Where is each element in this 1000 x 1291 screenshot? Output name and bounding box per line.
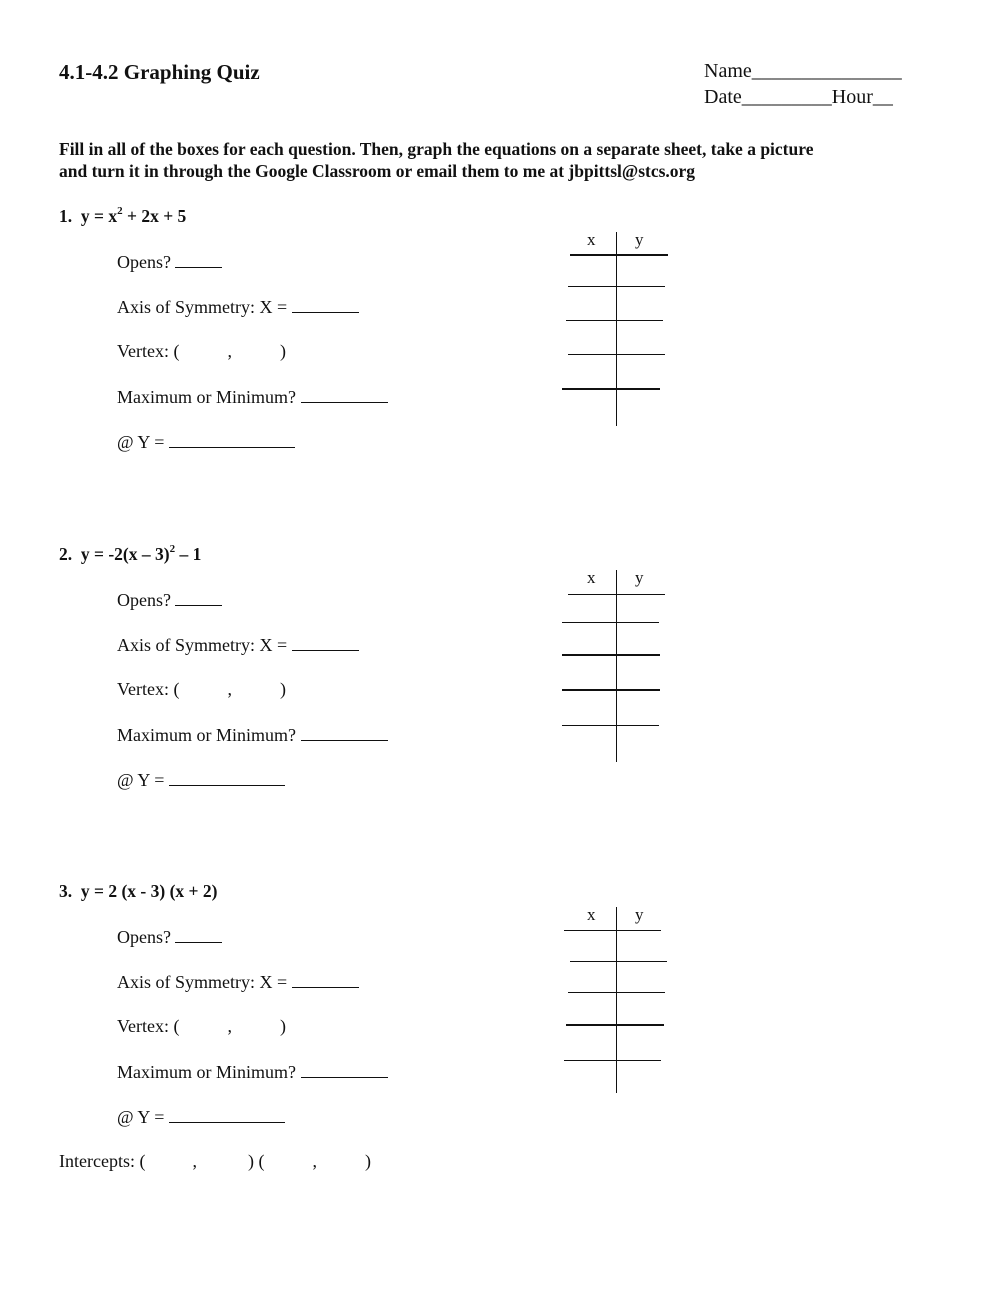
vertex-close: ) — [279, 341, 286, 361]
intercept-comma: , — [312, 1151, 317, 1171]
vertex-close: ) — [279, 679, 286, 699]
question-1-equation — [59, 206, 186, 227]
vertex-label: Vertex: ( — [117, 341, 180, 361]
maxmin-label: Maximum or Minimum? — [117, 387, 296, 407]
equation-exponent: 2 — [169, 543, 176, 555]
q3-maxmin — [117, 1061, 388, 1083]
opens-blank[interactable] — [175, 589, 222, 606]
axis-blank[interactable] — [292, 296, 359, 313]
q2-aty — [117, 769, 285, 791]
equation-tail: + 2x + 5 — [122, 206, 187, 226]
table-row-line — [562, 725, 659, 726]
aty-label: @ Y = — [117, 1107, 165, 1127]
table-divider — [616, 570, 617, 762]
question-number: 3. — [59, 881, 73, 901]
q2-vertex — [117, 679, 286, 700]
table-row-line — [564, 1060, 661, 1061]
axis-blank[interactable] — [292, 971, 359, 988]
axis-label: Axis of Symmetry: X = — [117, 635, 288, 655]
aty-blank[interactable] — [169, 769, 285, 786]
maxmin-blank[interactable] — [301, 386, 388, 403]
axis-label: Axis of Symmetry: X = — [117, 297, 288, 317]
table-row-line — [568, 286, 665, 287]
table-row-line — [570, 961, 667, 962]
equation-main: y = x — [80, 206, 118, 226]
aty-blank[interactable] — [169, 431, 295, 448]
question-number: 1. — [59, 206, 73, 226]
question-3-equation — [59, 881, 217, 902]
maxmin-label: Maximum or Minimum? — [117, 725, 296, 745]
q2-maxmin — [117, 724, 388, 746]
question-2-equation — [59, 544, 201, 565]
opens-label: Opens? — [117, 590, 171, 610]
table-divider — [616, 232, 617, 426]
q1-vertex — [117, 341, 286, 362]
maxmin-blank[interactable] — [301, 1061, 388, 1078]
intercept-comma: , — [192, 1151, 197, 1171]
table-row-line — [566, 320, 663, 321]
table-header-rule — [568, 594, 665, 595]
maxmin-blank[interactable] — [301, 724, 388, 741]
opens-label: Opens? — [117, 252, 171, 272]
table-y-header: y — [635, 905, 644, 924]
aty-label: @ Y = — [117, 770, 165, 790]
q3-xy-table[interactable] — [560, 905, 670, 1105]
instructions-line-2: and turn it in through the Google Classroom or email them to me at jbpittsl@stcs.org — [59, 161, 696, 181]
axis-label: Axis of Symmetry: X = — [117, 972, 288, 992]
table-x-header: x — [587, 230, 596, 249]
table-divider — [616, 907, 617, 1093]
equation-main: y = -2(x – 3) — [80, 544, 170, 564]
table-row-line — [566, 1024, 664, 1026]
table-y-header: y — [635, 230, 644, 249]
q1-axis — [117, 296, 359, 318]
equation-main: y = 2 (x - 3) (x + 2) — [80, 881, 218, 901]
equation-tail: – 1 — [175, 544, 202, 564]
table-y-header: y — [635, 568, 644, 587]
name-field[interactable]: Name_______________ — [704, 60, 902, 82]
q3-opens — [117, 926, 222, 948]
aty-blank[interactable] — [169, 1106, 285, 1123]
intercept-close: ) — [364, 1151, 371, 1171]
q3-aty — [117, 1106, 285, 1128]
table-x-header: x — [587, 568, 596, 587]
vertex-label: Vertex: ( — [117, 1016, 180, 1036]
opens-blank[interactable] — [175, 251, 222, 268]
q1-opens — [117, 251, 222, 273]
table-header-rule — [564, 930, 661, 931]
q1-maxmin — [117, 386, 388, 408]
q3-axis — [117, 971, 359, 993]
aty-label: @ Y = — [117, 432, 165, 452]
table-row-line — [562, 622, 659, 623]
q1-xy-table[interactable] — [560, 230, 670, 430]
vertex-close: ) — [279, 1016, 286, 1036]
q2-opens — [117, 589, 222, 611]
table-row-line — [562, 654, 660, 656]
opens-blank[interactable] — [175, 926, 222, 943]
date-hour-field[interactable]: Date_________Hour__ — [704, 86, 893, 108]
axis-blank[interactable] — [292, 634, 359, 651]
opens-label: Opens? — [117, 927, 171, 947]
intercepts-row — [59, 1151, 371, 1172]
table-row-line — [568, 992, 665, 993]
table-row-line — [568, 354, 665, 355]
question-number: 2. — [59, 544, 73, 564]
intercept-separator: ) ( — [247, 1151, 265, 1171]
maxmin-label: Maximum or Minimum? — [117, 1062, 296, 1082]
q3-vertex — [117, 1016, 286, 1037]
quiz-title: 4.1-4.2 Graphing Quiz — [59, 60, 260, 84]
q2-xy-table[interactable] — [560, 568, 670, 768]
vertex-comma: , — [227, 679, 232, 699]
table-x-header: x — [587, 905, 596, 924]
vertex-comma: , — [227, 1016, 232, 1036]
table-header-rule — [570, 254, 668, 256]
vertex-label: Vertex: ( — [117, 679, 180, 699]
q2-axis — [117, 634, 359, 656]
instructions-line-1: Fill in all of the boxes for each question. Then, graph the equations on a separate sheet, take a picture — [59, 139, 814, 159]
vertex-comma: , — [227, 341, 232, 361]
equation-exponent: 2 — [117, 205, 123, 217]
table-row-line — [562, 388, 660, 390]
q1-aty — [117, 431, 295, 453]
table-row-line — [562, 689, 660, 691]
intercepts-label: Intercepts: ( — [59, 1151, 146, 1171]
